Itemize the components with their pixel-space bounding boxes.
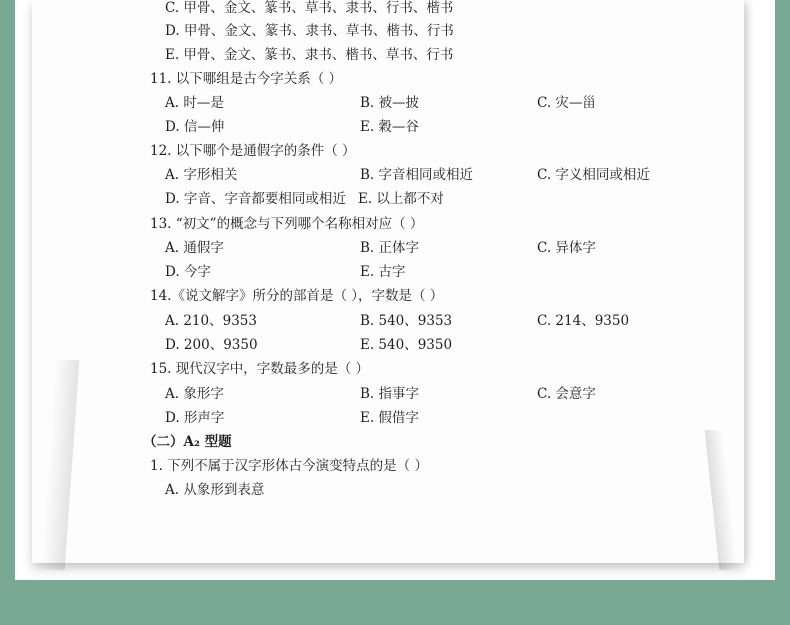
- q11-option-c: C. 灾—甾: [537, 95, 596, 111]
- q14-option-e: E. 540、9350: [360, 337, 453, 353]
- section-heading: （二）A₂ 型题: [143, 434, 232, 450]
- option-c-sequence: C. 甲骨、金文、篆书、草书、隶书、行书、楷书: [165, 0, 454, 16]
- question-12: 12. 以下哪个是通假字的条件（ ）: [150, 143, 356, 159]
- q15-option-c: C. 会意字: [537, 386, 596, 402]
- q15-option-d: D. 形声字: [165, 410, 225, 426]
- q12-option-c: C. 字义相同或相近: [537, 167, 650, 183]
- q13-option-e: E. 古字: [360, 264, 406, 280]
- q11-option-a: A. 时—是: [165, 95, 224, 111]
- option-e-sequence: E. 甲骨、金文、篆书、隶书、楷书、草书、行书: [165, 47, 454, 63]
- section2-question-1: 1. 下列不属于汉字形体古今演变特点的是（ ）: [150, 458, 428, 474]
- q12-option-b: B. 字音相同或相近: [360, 167, 474, 183]
- option-d-sequence: D. 甲骨、金文、篆书、隶书、草书、楷书、行书: [165, 23, 454, 39]
- q14-option-d: D. 200、9350: [165, 337, 258, 353]
- q14-option-c: C. 214、9350: [537, 313, 630, 329]
- q14-option-a: A. 210、9353: [165, 313, 257, 329]
- question-15: 15. 现代汉字中，字数最多的是（ ）: [150, 361, 370, 377]
- q12-option-d: D. 字音、字音都要相同或相近: [165, 191, 346, 207]
- q12-option-e: E. 以上都不对: [358, 191, 444, 207]
- q15-option-e: E. 假借字: [360, 410, 419, 426]
- q13-option-a: A. 通假字: [165, 240, 224, 256]
- question-11: 11. 以下哪组是古今字关系（ ）: [150, 71, 343, 87]
- q11-option-b: B. 被—披: [360, 95, 420, 111]
- q13-option-d: D. 今字: [165, 264, 211, 280]
- question-14: 14.《说文解字》所分的部首是（ ），字数是（ ）: [150, 288, 444, 304]
- question-13: 13. “初文”的概念与下列哪个名称相对应（ ）: [150, 216, 424, 232]
- q13-option-b: B. 正体字: [360, 240, 420, 256]
- q14-option-b: B. 540、9353: [360, 313, 453, 329]
- q13-option-c: C. 异体字: [537, 240, 596, 256]
- q12-option-a: A. 字形相关: [165, 167, 238, 183]
- q15-option-a: A. 象形字: [165, 386, 224, 402]
- section2-q1-option-a: A. 从象形到表意: [165, 482, 265, 498]
- q11-option-e: E. 穀—谷: [360, 119, 419, 135]
- q11-option-d: D. 信—伸: [165, 119, 225, 135]
- q15-option-b: B. 指事字: [360, 386, 420, 402]
